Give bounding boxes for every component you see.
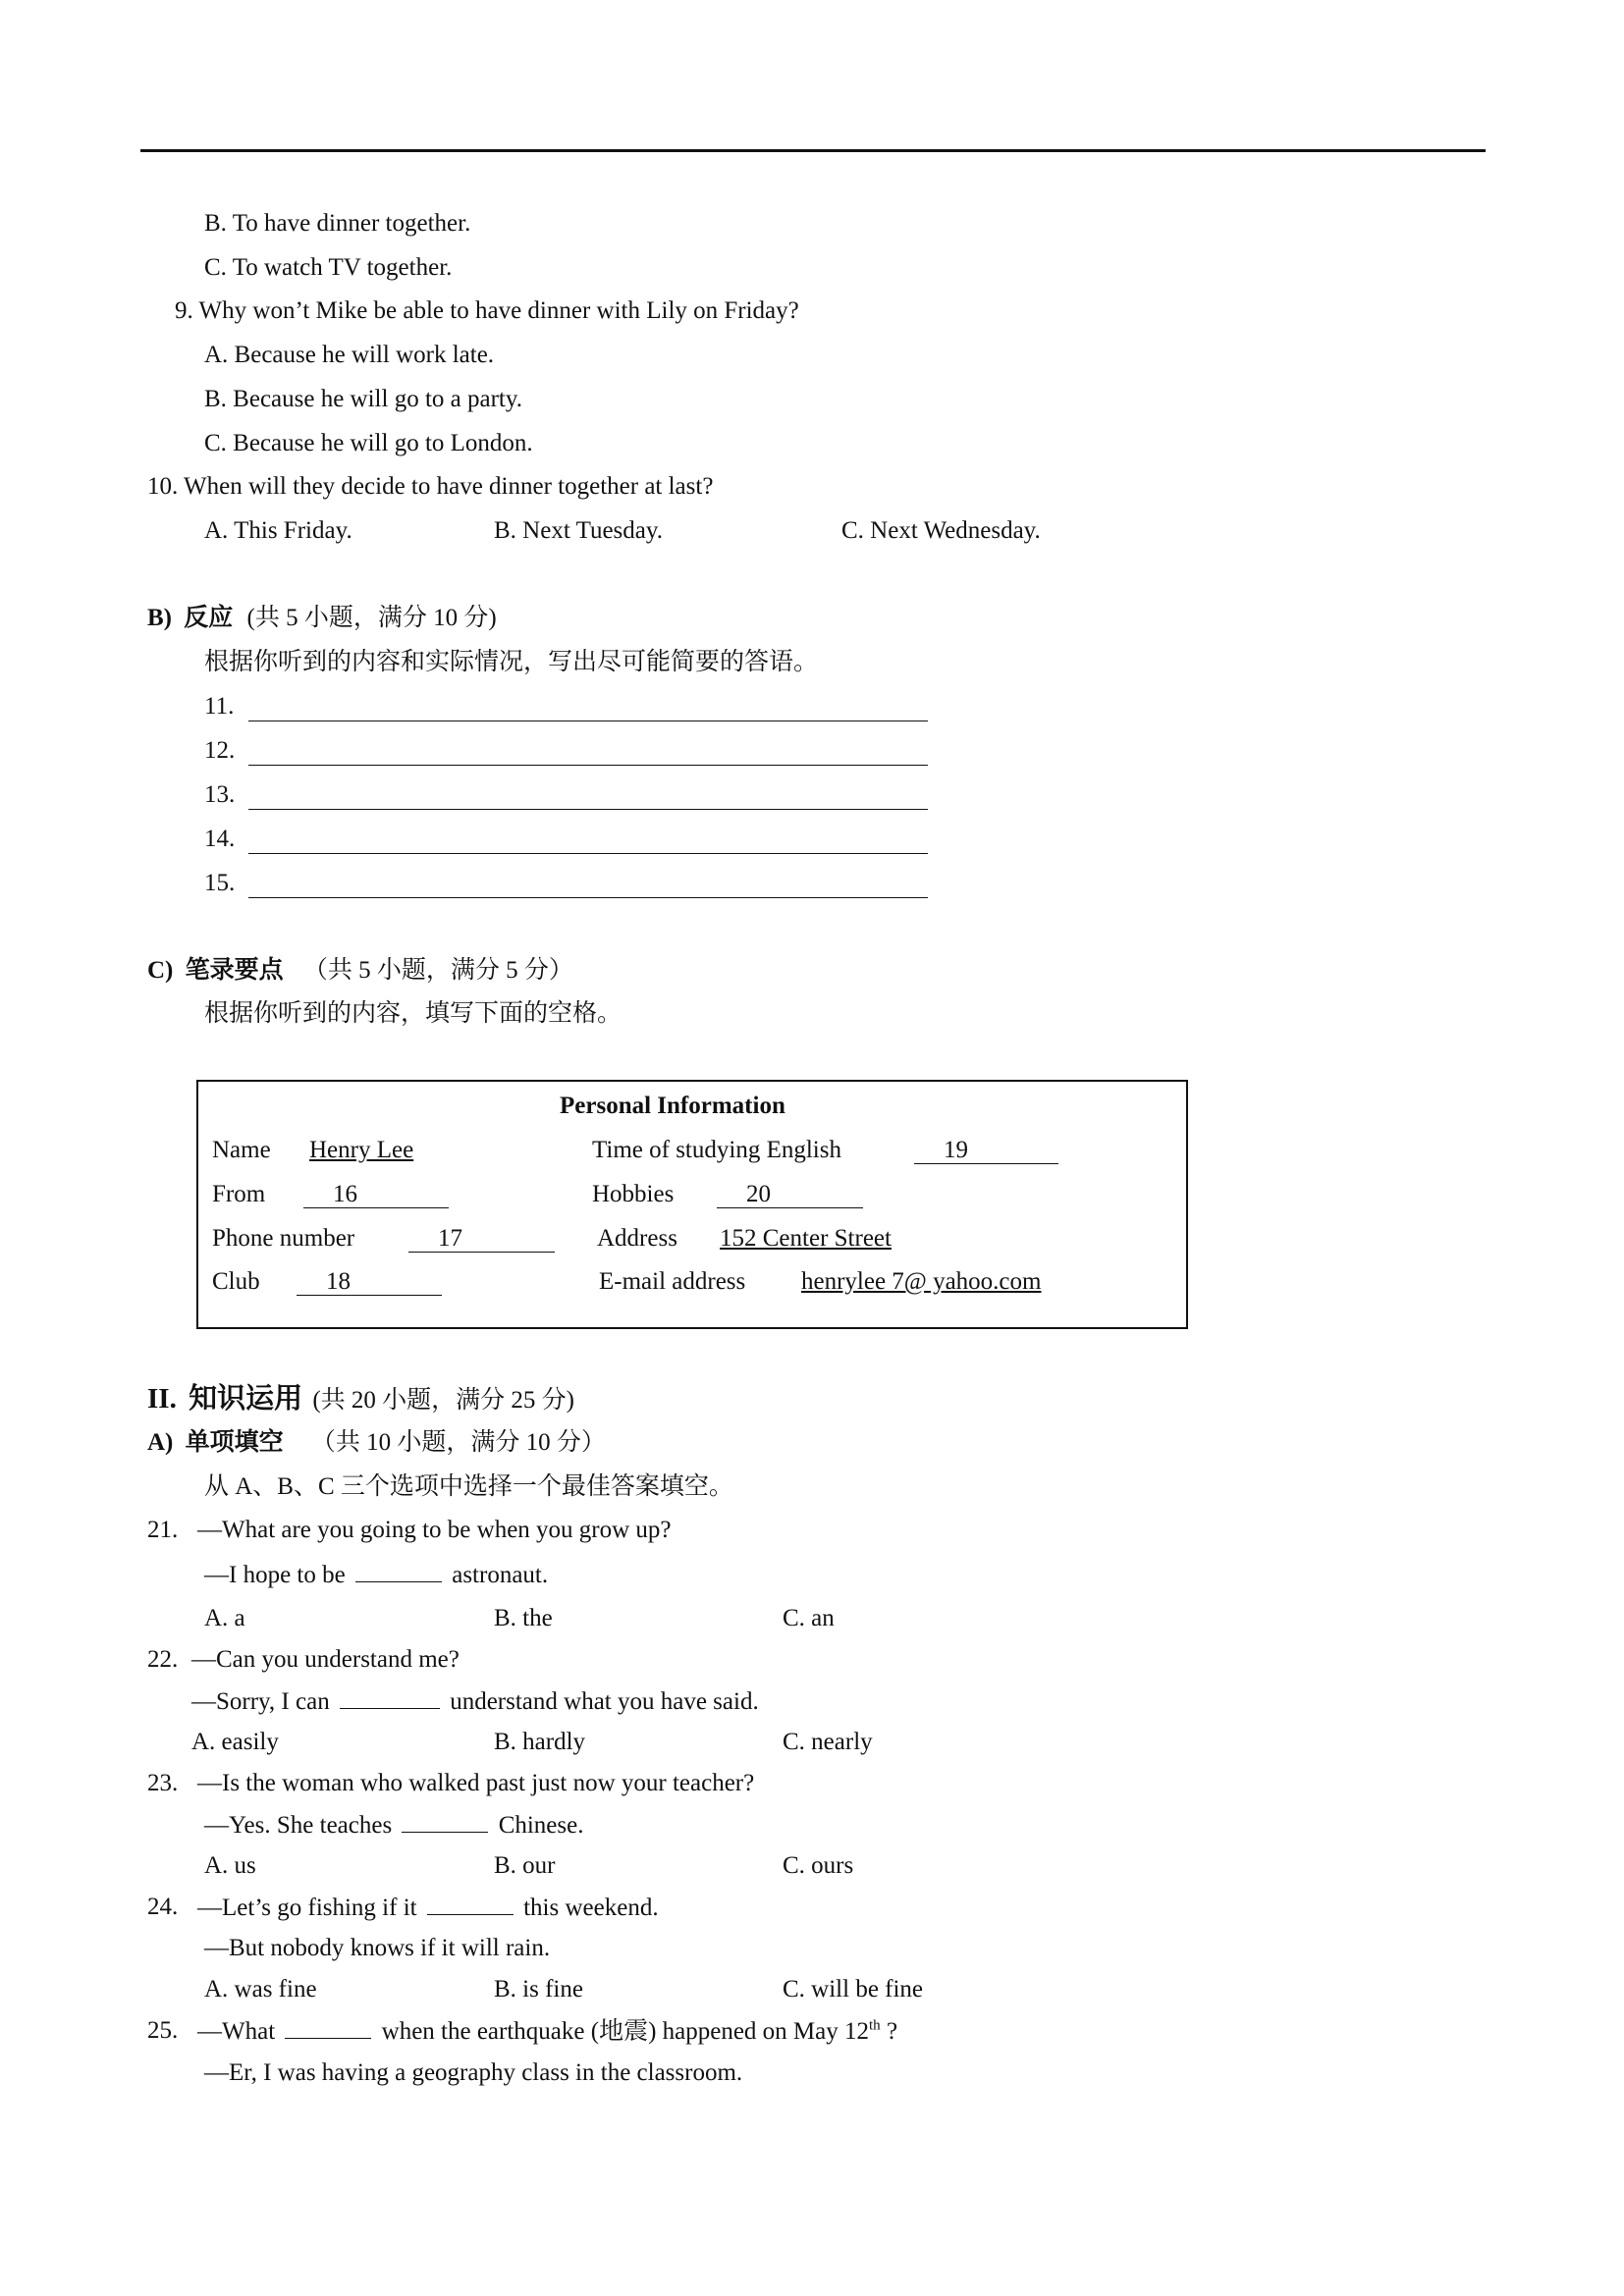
q21-number: 21. [147, 1517, 179, 1543]
q22-blank[interactable] [340, 1686, 440, 1709]
q24-prompt-start: —Let’s go fishing if it [197, 1895, 417, 1921]
q24-number: 24. [147, 1894, 179, 1920]
q24-prompt-end: this weekend. [523, 1895, 659, 1921]
q25-prompt-end: ? [880, 2018, 898, 2045]
part-ii-title: 知识运用 [189, 1383, 303, 1415]
q24-option-c: C. will be fine [783, 1976, 924, 2002]
answer-line-12[interactable] [248, 765, 928, 766]
q22-option-c: C. nearly [783, 1729, 873, 1755]
q21-response-start: —I hope to be [204, 1562, 346, 1588]
club-blank[interactable] [297, 1267, 442, 1297]
address-value: 152 Center Street [720, 1225, 892, 1252]
q22-response [191, 1686, 759, 1717]
email-label: E-mail address [599, 1268, 746, 1295]
part-ii-score: (共 20 小题，满分 25 分) [312, 1387, 574, 1414]
q10-option-c: C. Next Wednesday. [841, 517, 1041, 544]
address-label: Address [597, 1225, 677, 1252]
answer-item-12-number: 12. [204, 737, 236, 764]
part-ii-numeral: II. [147, 1383, 177, 1415]
section-a-instruction: 从 A、B、C 三个选项中选择一个最佳答案填空。 [204, 1473, 733, 1500]
q21-blank[interactable] [355, 1560, 442, 1582]
blank-20-number: 20 [717, 1182, 863, 1208]
phone-number-blank[interactable] [408, 1224, 555, 1254]
q22-response-end: understand what you have said. [450, 1688, 759, 1715]
q8-option-c: C. To watch TV together. [204, 254, 453, 281]
q25-blank[interactable] [285, 2016, 371, 2039]
q23-number: 23. [147, 1770, 179, 1796]
section-c-instruction: 根据你听到的内容，填写下面的空格。 [204, 1000, 623, 1027]
q24-blank[interactable] [427, 1893, 514, 1915]
q22-response-start: —Sorry, I can [191, 1688, 330, 1715]
section-a-letter: A) [147, 1429, 174, 1456]
section-b-heading [147, 604, 497, 633]
hobbies-label: Hobbies [592, 1181, 675, 1207]
section-b-score: (共 5 小题，满分 10 分) [246, 605, 497, 631]
from-label: From [212, 1181, 266, 1207]
q24-option-a: A. was fine [204, 1976, 317, 2002]
q23-response-start: —Yes. She teaches [204, 1812, 393, 1839]
q25-prompt [197, 2016, 897, 2047]
q25-prompt-middle: when the earthquake (地震) happened on May 12 [381, 2018, 870, 2045]
hobbies-blank[interactable] [717, 1180, 863, 1209]
answer-line-13[interactable] [248, 809, 928, 810]
q22-option-b: B. hardly [494, 1729, 586, 1755]
q9-option-a: A. Because he will work late. [204, 342, 495, 368]
q25-prompt-start: —What [197, 2018, 276, 2045]
blank-19-number: 19 [914, 1138, 1058, 1164]
q23-option-a: A. us [204, 1852, 256, 1879]
section-a-title: 单项填空 [185, 1429, 284, 1456]
q23-response [204, 1810, 583, 1841]
blank-16-number: 16 [303, 1182, 449, 1208]
section-c-heading [147, 956, 573, 986]
section-b-instruction: 根据你听到的内容和实际情况，写出尽可能简要的答语。 [204, 649, 819, 675]
answer-item-13-number: 13. [204, 781, 236, 808]
q21-option-b: B. the [494, 1605, 553, 1631]
q8-option-b: B. To have dinner together. [204, 210, 471, 237]
answer-item-14-number: 14. [204, 826, 236, 852]
q21-option-a: A. a [204, 1605, 245, 1631]
section-b-letter: B) [147, 605, 172, 631]
q24-option-b: B. is fine [494, 1976, 583, 2002]
q23-option-b: B. our [494, 1852, 556, 1879]
personal-info-title: Personal Information [560, 1093, 785, 1119]
q10-stem: 10. When will they decide to have dinner together at last? [147, 473, 714, 500]
part-ii-heading [147, 1382, 574, 1417]
q22-option-a: A. easily [191, 1729, 279, 1755]
q21-option-c: C. an [783, 1605, 835, 1631]
section-b-title: 反应 [184, 605, 234, 631]
q10-option-b: B. Next Tuesday. [494, 517, 664, 544]
q23-option-c: C. ours [783, 1852, 854, 1879]
section-c-score: （共 5 小题，满分 5 分） [302, 957, 573, 984]
section-c-title: 笔录要点 [185, 957, 284, 984]
blank-17-number: 17 [408, 1226, 555, 1253]
q23-blank[interactable] [402, 1810, 488, 1833]
answer-line-14[interactable] [248, 853, 928, 854]
q24-response: —But nobody knows if it will rain. [204, 1935, 551, 1961]
answer-item-15-number: 15. [204, 870, 236, 896]
q23-response-end: Chinese. [498, 1812, 584, 1839]
q25-number: 25. [147, 2017, 179, 2044]
email-value: henrylee 7@ yahoo.com [801, 1268, 1042, 1295]
q21-response-end: astronaut. [452, 1562, 549, 1588]
q9-option-b: B. Because he will go to a party. [204, 386, 522, 412]
q9-stem: 9. Why won’t Mike be able to have dinner with Lily on Friday? [175, 297, 799, 324]
page-header-rule [140, 149, 1486, 152]
q21-response [204, 1560, 548, 1590]
club-label: Club [212, 1268, 260, 1295]
section-a-score: （共 10 小题，满分 10 分） [310, 1429, 606, 1456]
answer-line-15[interactable] [248, 897, 928, 898]
q24-prompt [197, 1893, 659, 1923]
q10-option-a: A. This Friday. [204, 517, 352, 544]
time-studying-label: Time of studying English [592, 1137, 841, 1163]
from-blank[interactable] [303, 1180, 449, 1209]
q21-prompt: —What are you going to be when you grow up? [197, 1517, 672, 1543]
time-studying-blank[interactable] [914, 1136, 1058, 1165]
section-a-heading [147, 1428, 606, 1458]
name-label: Name [212, 1137, 271, 1163]
q25-response: —Er, I was having a geography class in the classroom. [204, 2059, 743, 2086]
q22-prompt: —Can you understand me? [191, 1646, 460, 1673]
section-c-letter: C) [147, 957, 174, 984]
answer-item-11-number: 11. [204, 693, 235, 720]
name-value: Henry Lee [309, 1137, 414, 1163]
blank-18-number: 18 [297, 1269, 442, 1296]
q22-number: 22. [147, 1646, 179, 1673]
q25-date-suffix: th [869, 2017, 881, 2034]
q23-prompt: —Is the woman who walked past just now your teacher? [197, 1770, 755, 1796]
q9-option-c: C. Because he will go to London. [204, 430, 533, 456]
phone-number-label: Phone number [212, 1225, 355, 1252]
